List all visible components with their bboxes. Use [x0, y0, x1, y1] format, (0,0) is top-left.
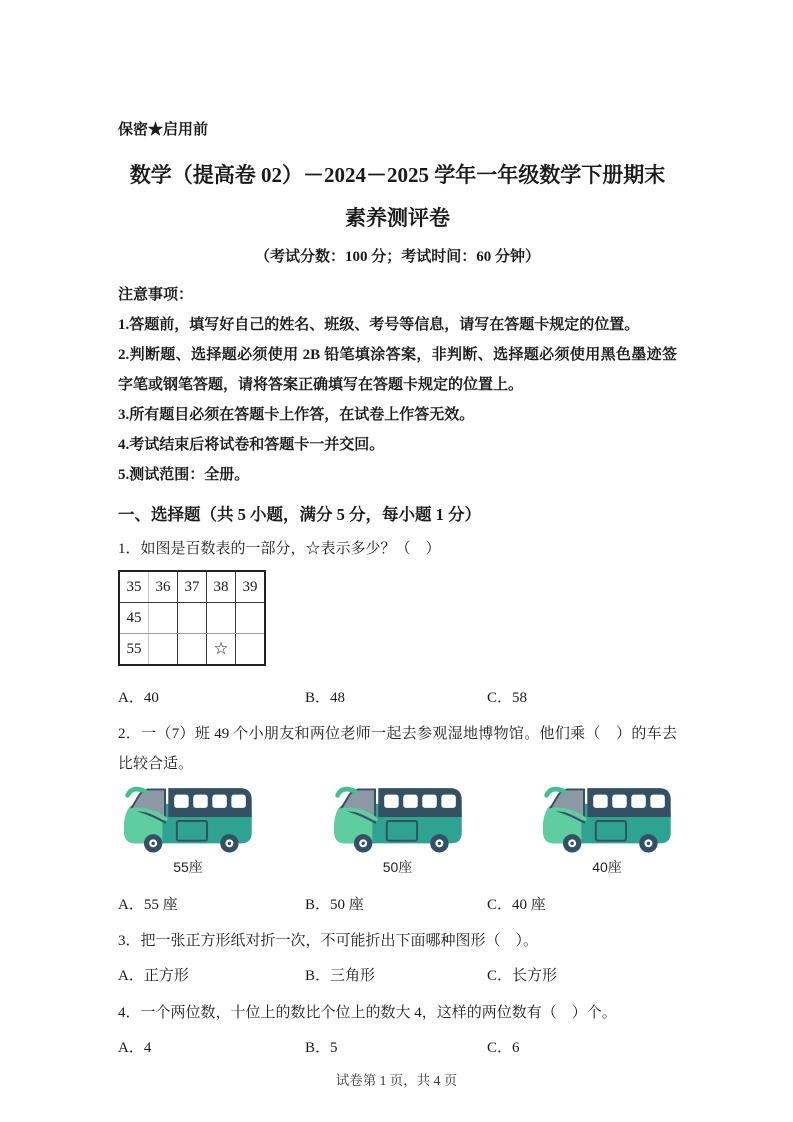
table-cell [149, 634, 178, 666]
table-cell: 35 [119, 571, 149, 603]
option-c: C．40 座 [487, 897, 546, 913]
question-2-text: 2．一（7）班 49 个小朋友和两位老师一起去参观湿地博物馆。他们乘（ ）的车去比较合适。 [118, 726, 677, 772]
option-c: C．58 [487, 690, 528, 706]
question-3-text: 3．把一张正方形纸对折一次，不可能折出下面哪种图形（ ）。 [118, 933, 539, 949]
notice-item: 2.判断题、选择题必须使用 2B 铅笔填涂答案，非判断、选择题必须使用黑色墨迹签字笔或钢笔答题，请将答案正确填写在答题卡规定的位置上。 [118, 347, 677, 393]
star-cell: ☆ [207, 634, 236, 666]
notice-item: 1.答题前，填写好自己的姓名、班级、考号等信息，请写在答题卡规定的位置。 [118, 317, 640, 333]
option-c: C．6 [487, 1040, 520, 1056]
exam-info: （考试分数：100 分；考试时间：60 分钟） [254, 249, 540, 265]
table-row [119, 571, 265, 603]
bus-figure [328, 784, 468, 877]
question-1-text: 1．如图是百数表的一部分，☆表示多少？（ ） [118, 541, 441, 557]
option-b: B．50 座 [305, 897, 364, 913]
table-cell: 38 [207, 571, 236, 603]
table-cell [178, 603, 207, 634]
page-content [118, 0, 677, 1057]
notice-item: 5.测试范围：全册。 [118, 467, 250, 483]
option-a: A．40 [118, 690, 159, 706]
table-cell [236, 634, 266, 666]
bus-caption: 50座 [382, 859, 413, 875]
table-cell: 39 [236, 571, 266, 603]
table-cell: 37 [178, 571, 207, 603]
question-1-options [118, 686, 677, 707]
bus-caption: 40座 [592, 859, 622, 875]
table-cell [178, 634, 207, 666]
bus-icon [329, 784, 467, 854]
table-cell: 45 [119, 603, 149, 634]
bus-caption: 55座 [173, 859, 203, 875]
bus-icon [119, 784, 257, 854]
option-b: B．48 [305, 690, 346, 706]
page-footer: 试卷第 1 页，共 4 页 [335, 1073, 458, 1088]
section-heading-choice: 一、选择题（共 5 小题，满分 5 分，每小题 1 分） [118, 505, 481, 524]
table-cell: 55 [119, 634, 149, 666]
question-4-text: 4．一个两位数，十位上的数比个位上的数大 4，这样的两位数有（ ）个。 [118, 1005, 617, 1021]
option-b: B．三角形 [305, 968, 376, 984]
exam-title-line1: 数学（提高卷 02）－2024－2025 学年一年级数学下册期末 [129, 163, 666, 187]
option-a: A．正方形 [118, 968, 189, 984]
option-b: B．5 [305, 1040, 338, 1056]
table-cell [207, 603, 236, 634]
table-cell [236, 603, 266, 634]
option-a: A．4 [118, 1040, 152, 1056]
notice-heading: 注意事项： [118, 287, 194, 303]
notice-section [118, 280, 677, 490]
exam-title-line2: 素养测评卷 [345, 206, 450, 230]
question-4-options [118, 1036, 677, 1057]
option-a: A．55 座 [118, 897, 178, 913]
bus-figure [118, 784, 258, 877]
table-cell: 36 [149, 571, 178, 603]
exam-title [118, 154, 677, 240]
hundred-chart-table [118, 570, 266, 666]
table-cell [149, 603, 178, 634]
table-row [119, 634, 265, 666]
question-3-options [118, 964, 677, 985]
question-2-options [118, 893, 677, 914]
classification-label: 保密★启用前 [118, 122, 209, 138]
option-c: C．长方形 [487, 968, 558, 984]
bus-illustration-row [118, 784, 677, 877]
bus-icon [538, 784, 676, 854]
notice-item: 4.考试结束后将试卷和答题卡一并交回。 [118, 437, 385, 453]
notice-item: 3.所有题目必须在答题卡上作答，在试卷上作答无效。 [118, 407, 475, 423]
table-row [119, 603, 265, 634]
bus-figure [537, 784, 677, 877]
